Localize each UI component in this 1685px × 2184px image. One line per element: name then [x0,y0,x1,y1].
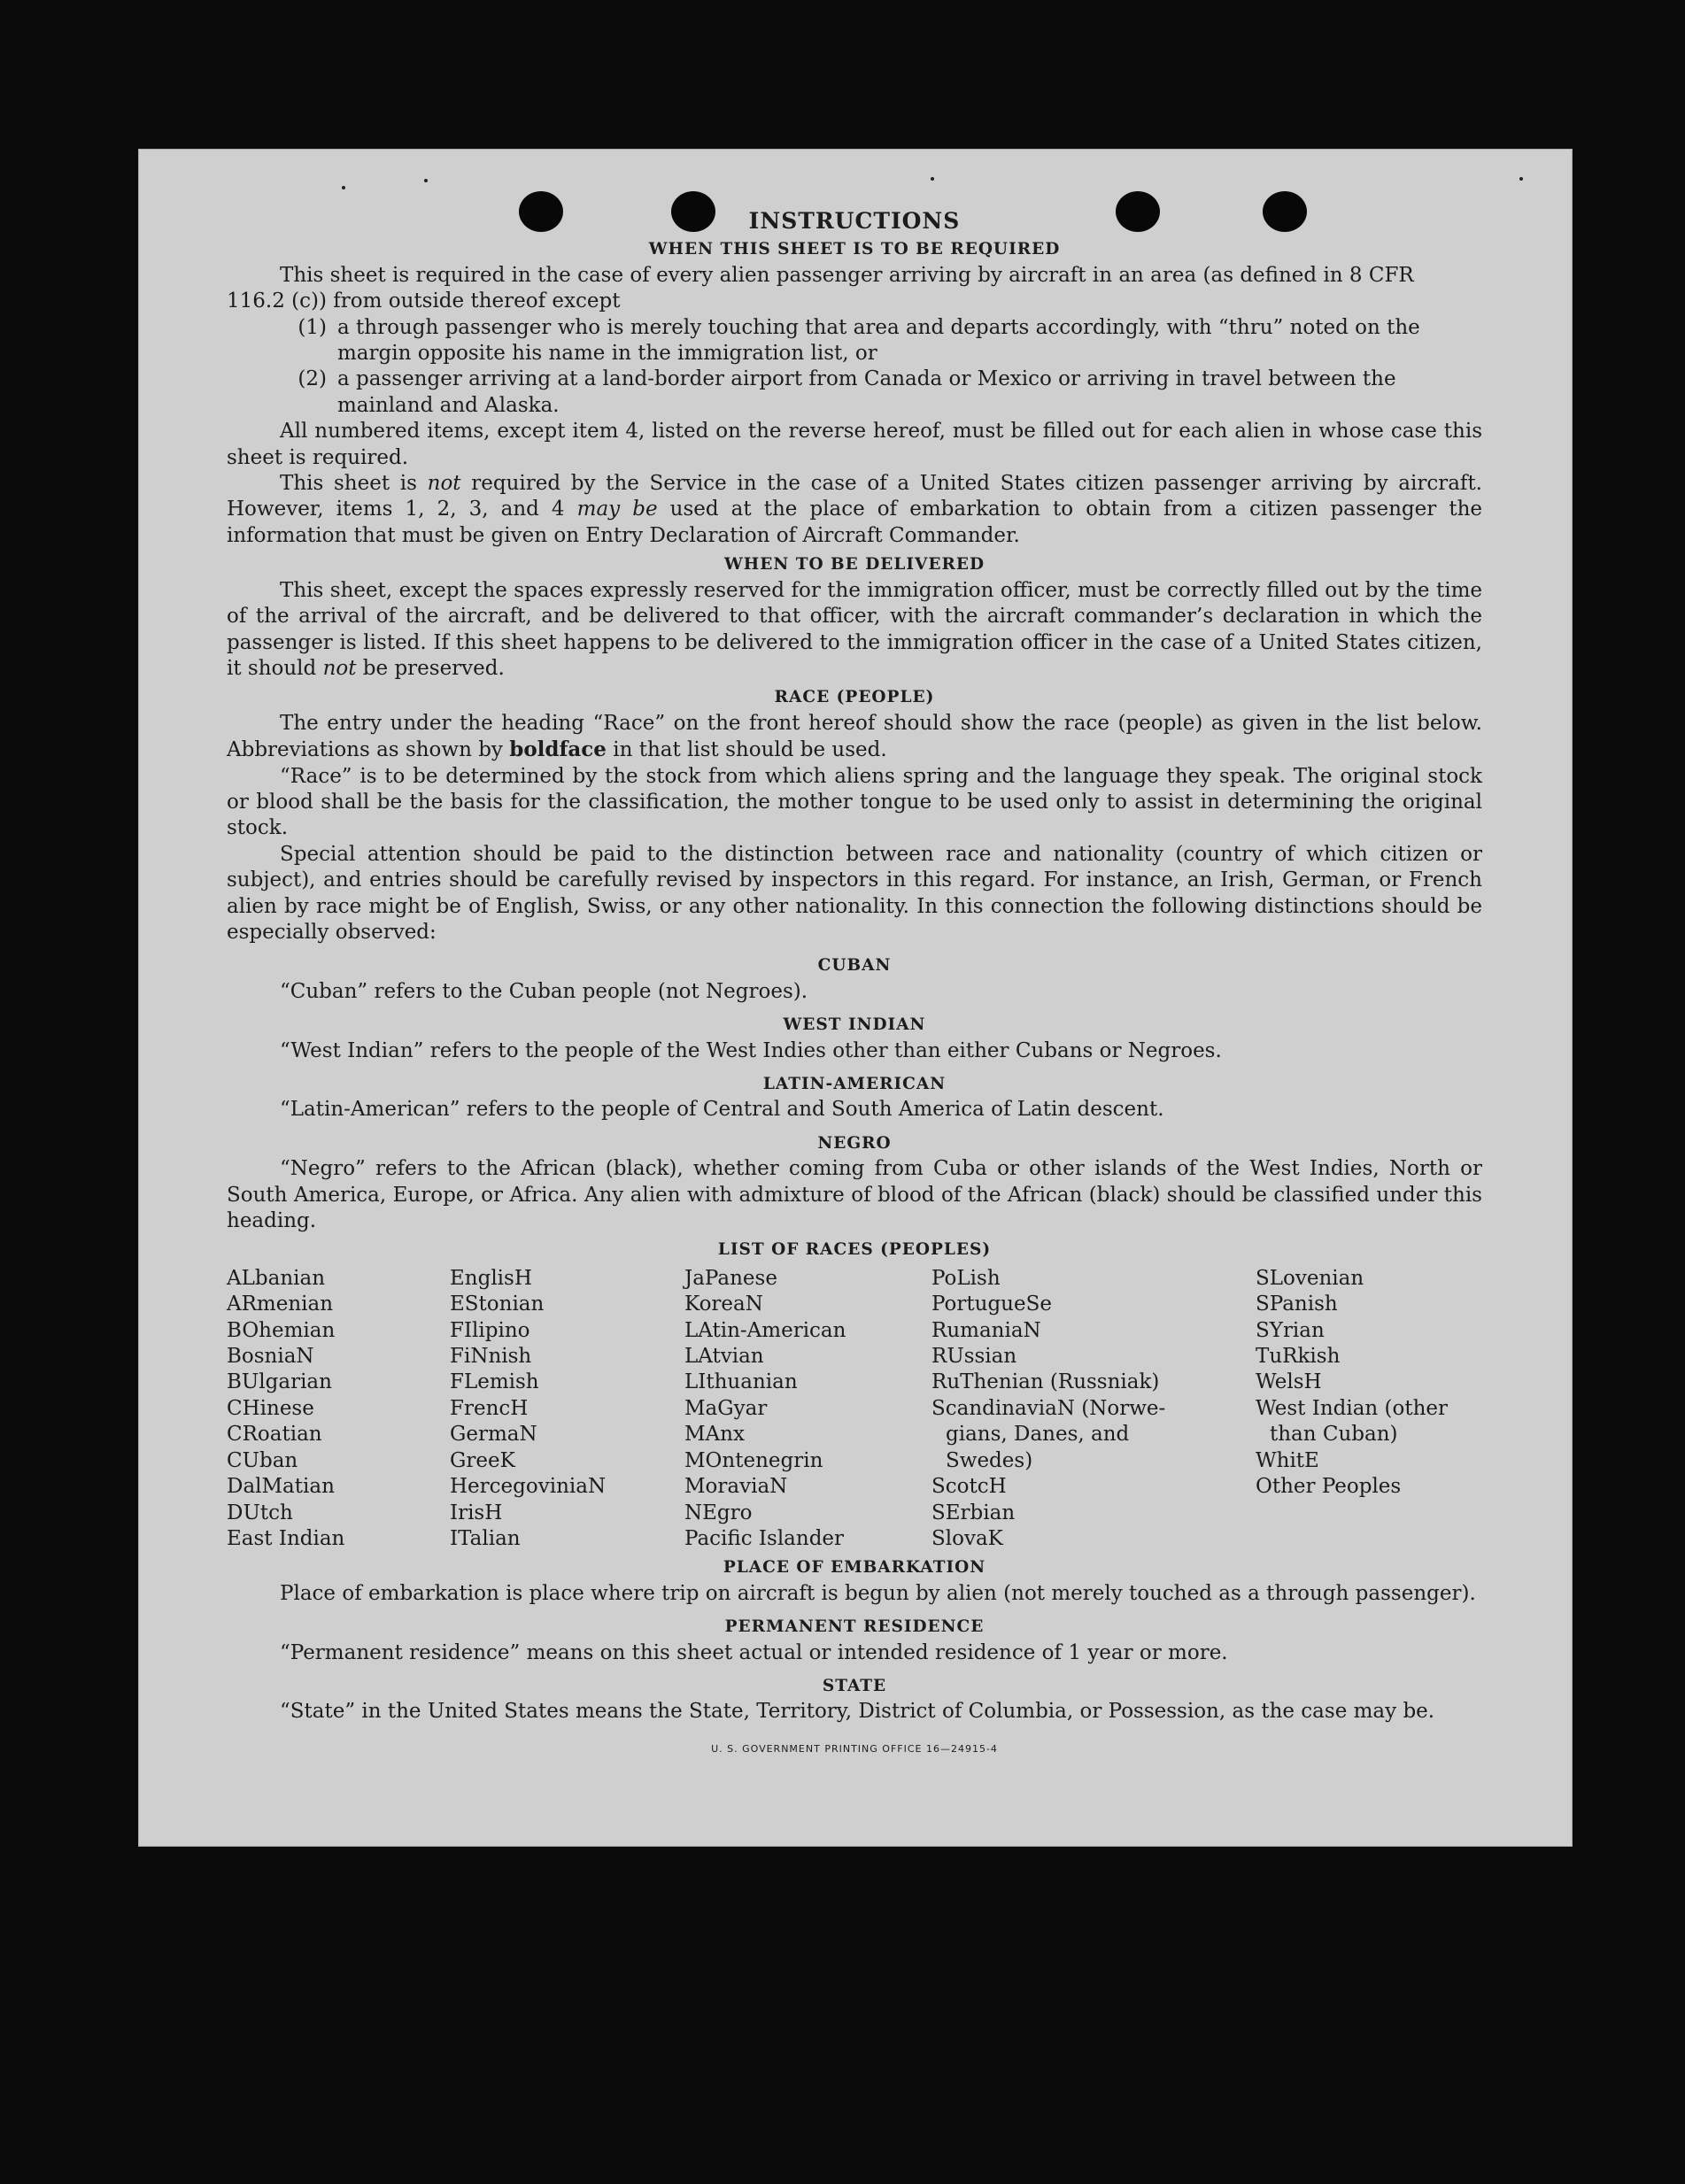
race-entry: MaGyar [684,1396,768,1420]
race-entry: NEgro [684,1501,753,1524]
heading-permanent-residence: PERMANENT RESIDENCE [724,1617,985,1637]
race-entry: PoLish [931,1266,1001,1290]
race-paragraph-3: Special attention should be paid to the distinction between race and nationality (country of which citizen or subject), and entries should be carefully revised by inspectors in this regard. For instance, an Irish, German, or French alien by race might be of English, Swiss, or any other nationality. In this connection the following distinctions should be especially observed: [227,842,1482,944]
race-entry: JaPanese [684,1266,777,1290]
race-entry: FiNnish [450,1345,532,1369]
race-column-5 [1256,1266,1482,1552]
race-entry: SErbian [931,1501,1016,1524]
race-entry: IrisH [450,1501,503,1524]
race-entry: RUssian [931,1345,1017,1369]
race-entry: SLovenian [1256,1266,1364,1290]
race-entry: ARmenian [227,1293,334,1316]
document-sheet [138,149,1573,1847]
heading-latin-american: LATIN-AMERICAN [762,1075,947,1093]
heading-negro: NEGRO [817,1133,892,1153]
printing-office-imprint: U. S. GOVERNMENT PRINTING OFFICE 16—24915-4 [711,1742,998,1755]
race-entry: BUlgarian [227,1370,332,1394]
race-entry: LAtvian [684,1345,764,1369]
state-text: “State” in the United States means the State, Territory, District of Columbia, or Possession, as the case may be. [280,1700,1435,1724]
paper-speck [1519,177,1523,181]
race-entry: CRoatian [227,1423,322,1447]
item-number: (1) [298,315,327,339]
race-column-1 [227,1266,450,1552]
race-entry: FrencH [450,1396,529,1420]
race-column-2 [450,1266,684,1552]
embarkation-text: Place of embarkation is place where trip on aircraft is begun by alien (not merely touched as a through passenger). [280,1581,1476,1605]
race-entry: West Indian (other [1256,1396,1449,1420]
item-text: a through passenger who is merely touching that area and departs accordingly, with “thru” noted on the margin opposite his name in the immigration list, or [337,315,1420,366]
race-entry: LIthuanian [684,1370,798,1394]
negro-text: “Negro” refers to the African (black), whether coming from Cuba or other islands of the West Indies, North or South America, Europe, or Africa. Any alien with admixture of blood of the African (black) should be classified under this heading. [227,1157,1482,1233]
numbered-items-paragraph: All numbered items, except item 4, listed on the reverse hereof, must be filled out for each alien in whose case this sheet is required. [227,420,1482,469]
cuban-text: “Cuban” refers to the Cuban people (not Negroes). [280,979,808,1003]
page-title: INSTRUCTIONS [748,208,961,234]
race-paragraph-2: “Race” is to be determined by the stock from which aliens spring and the language they speak. The original stock or blood shall be the basis for the classification, the mother tongue to be used only to assist in determining the original stock. [227,764,1482,840]
when-required-intro-line2: 116.2 (c)) from outside thereof except [227,289,621,313]
instructions-content [227,208,1482,1762]
paper-speck [342,186,345,189]
race-entry: SlovaK [931,1526,1003,1550]
race-entry: FLemish [450,1370,539,1394]
race-entry: MoraviaN [684,1475,788,1499]
race-entry: CHinese [227,1396,314,1420]
race-entry: LAtin-American [684,1318,846,1342]
race-entry: RumaniaN [931,1318,1041,1342]
latin-american-text: “Latin-American” refers to the people of Central and South America of Latin descent. [280,1098,1164,1122]
race-entry: Other Peoples [1256,1475,1402,1499]
race-entry: ALbanian [227,1266,326,1290]
race-entry: East Indian [227,1526,345,1550]
race-entry: TuRkish [1256,1345,1341,1369]
race-entry: KoreaN [684,1293,763,1316]
paper-speck [931,177,934,181]
race-entry: BOhemian [227,1318,336,1342]
west-indian-text: “West Indian” refers to the people of the West Indies other than either Cubans or Negroes. [280,1038,1222,1062]
race-entry: MAnx [684,1423,745,1447]
race-paragraph-1: The entry under the heading “Race” on the front hereof should show the race (people) as given in the list below. Abbreviations as shown by boldface in that list should be used. [227,711,1482,762]
race-entry: SYrian [1256,1318,1325,1342]
race-entry: EStonian [450,1293,545,1316]
race-entry: CUban [227,1448,298,1472]
race-entry: EnglisH [450,1266,532,1290]
race-entry: ITalian [450,1526,521,1550]
race-entry: ScandinaviaN (Norwe- [931,1396,1166,1420]
race-entry: DUtch [227,1501,293,1524]
race-entry: WelsH [1256,1370,1322,1394]
permanent-residence-text: “Permanent residence” means on this sheet actual or intended residence of 1 year or more. [280,1640,1228,1664]
heading-embarkation: PLACE OF EMBARKATION [723,1558,986,1578]
heading-when-delivered: WHEN TO BE DELIVERED [724,555,985,575]
when-delivered-paragraph: This sheet, except the spaces expressly reserved for the immigration officer, must be correctly filled out by the time of the arrival of the aircraft, and be delivered to that officer, with the aircraft commander’s declaration in which the passenger is listed. If this sheet happens to be delivered to the immigration officer in the case of a United States citizen, it should not be preserved. [227,578,1482,680]
heading-state: STATE [822,1676,887,1695]
race-column-3 [684,1266,931,1552]
heading-west-indian: WEST INDIAN [783,1015,926,1035]
race-entry: HercegoviniaN [450,1475,607,1499]
race-entry: MOntenegrin [684,1448,823,1472]
race-entry: DalMatian [227,1475,335,1499]
race-entry: SPanish [1256,1293,1338,1316]
race-entry: GreeK [450,1448,515,1472]
item-text: a passenger arriving at a land-border airport from Canada or Mexico or arriving in travel between the mainland and Alaska. [337,367,1396,417]
paper-speck [424,179,428,182]
heading-race: RACE (PEOPLE) [774,688,935,707]
race-list [227,1266,1482,1552]
race-entry: Swedes) [946,1448,1033,1472]
race-entry: than Cuban) [1270,1423,1398,1447]
citizen-paragraph: This sheet is not required by the Service in the case of a United States citizen passenger arriving by aircraft. However, items 1, 2, 3, and 4 may be used at the place of embarkation to obtain from a citizen passenger the information that must be given on Entry Declaration of Aircraft Commander. [227,472,1482,547]
when-required-intro-line1: This sheet is required in the case of every alien passenger arriving by aircraft in an area (as defined in 8 CFR [280,263,1414,287]
heading-cuban: CUBAN [817,956,892,976]
race-entry: FIlipino [450,1318,530,1342]
heading-when-required: WHEN THIS SHEET IS TO BE REQUIRED [648,240,1061,259]
race-entry: GermaN [450,1423,537,1447]
race-entry: gians, Danes, and [946,1423,1130,1447]
heading-list-of-races: LIST OF RACES (PEOPLES) [717,1240,992,1260]
item-number: (2) [298,367,327,391]
race-column-4 [931,1266,1256,1552]
exception-item-2 [227,367,1482,419]
exception-item-1 [227,315,1482,367]
race-entry: ScotcH [931,1475,1007,1499]
race-entry: RuThenian (Russniak) [931,1370,1160,1394]
race-entry: BosniaN [227,1345,314,1369]
race-entry: WhitE [1256,1448,1319,1472]
race-entry: PortugueSe [931,1293,1052,1316]
race-entry: Pacific Islander [684,1526,845,1550]
